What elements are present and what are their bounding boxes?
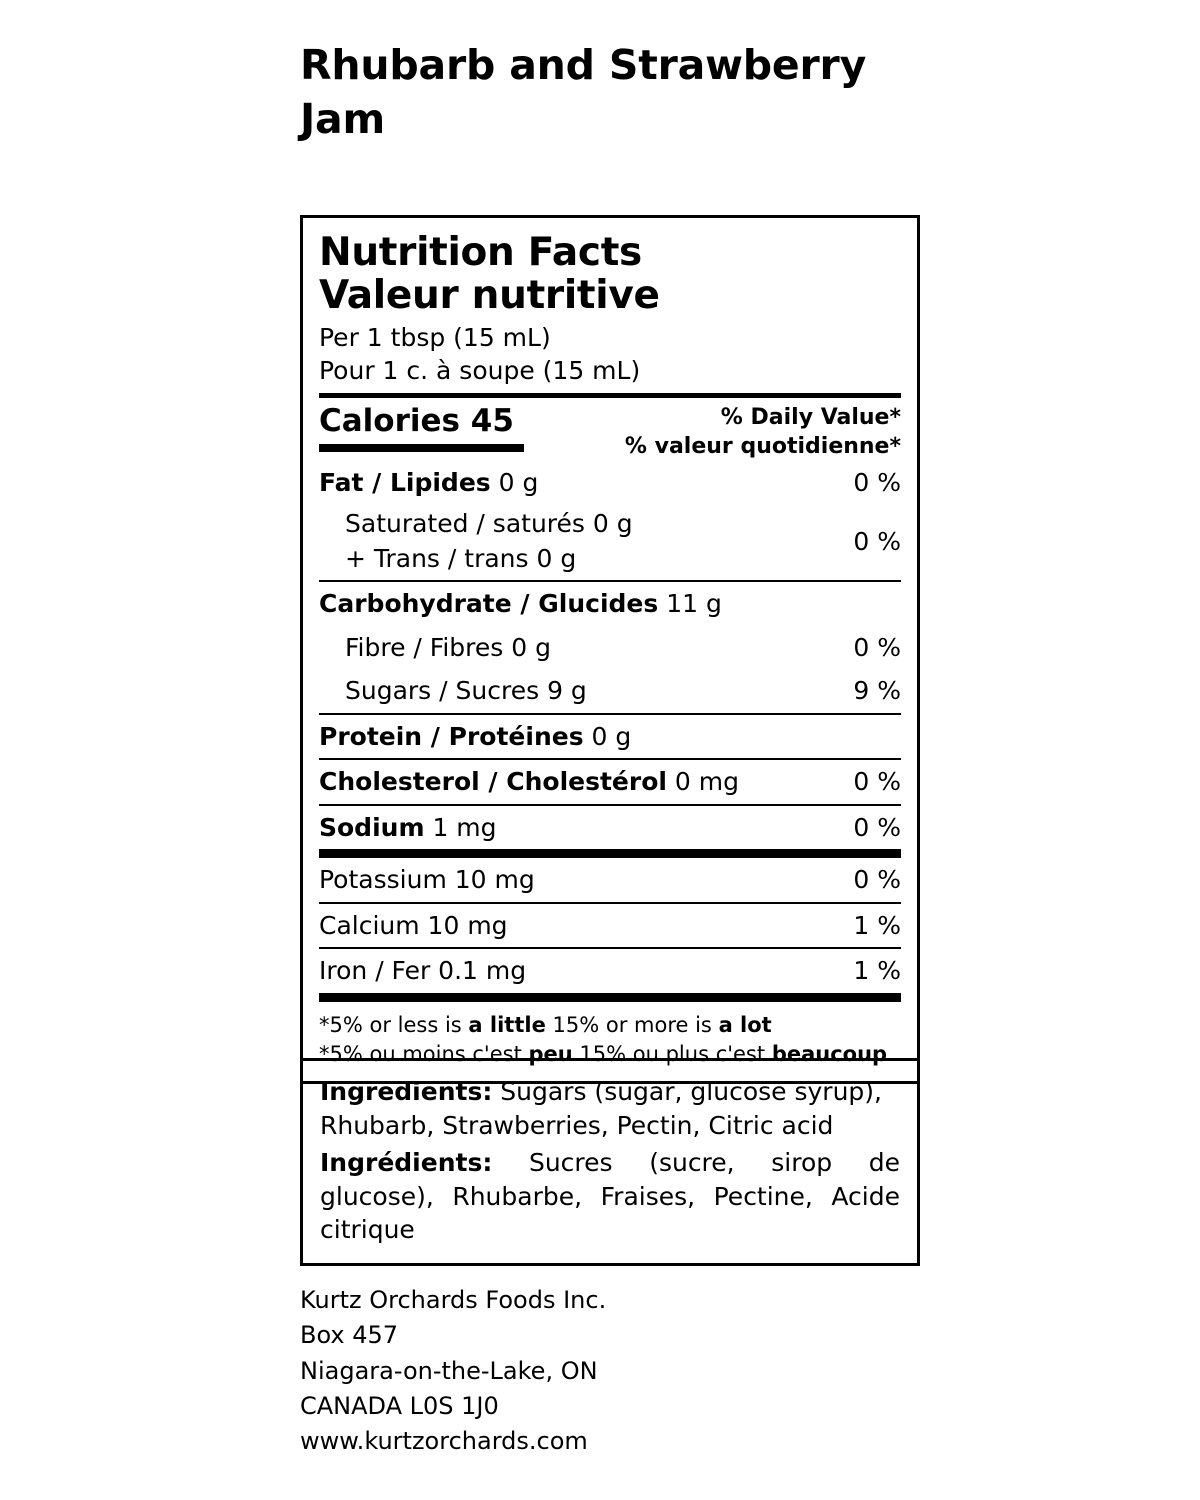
potassium-dv: 0 % xyxy=(853,865,901,895)
nutrition-title-en: Nutrition Facts xyxy=(319,230,642,275)
ingredients-panel xyxy=(300,1058,920,1266)
sugars-label: Sugars / Sucres 9 g xyxy=(345,676,587,706)
address-line-city: Niagara-on-the-Lake, ON xyxy=(300,1356,598,1385)
calcium-label: Calcium 10 mg xyxy=(319,910,508,940)
carbohydrate-value: 11 g xyxy=(666,589,722,619)
footnote-en-part1: *5% or less is xyxy=(319,1012,462,1037)
sodium-label: Sodium xyxy=(319,812,425,842)
row-sodium xyxy=(319,806,901,850)
ingredients-label-fr: Ingrédients: xyxy=(320,1148,493,1177)
fat-value: 0 g xyxy=(498,467,539,497)
daily-value-header-en: % Daily Value* xyxy=(720,405,901,431)
row-protein xyxy=(319,715,901,759)
protein-label: Protein / Protéines xyxy=(319,721,584,751)
fibre-dv: 0 % xyxy=(853,632,901,662)
row-carbohydrate xyxy=(319,582,901,626)
row-calcium xyxy=(319,904,901,948)
row-saturated-trans xyxy=(319,504,901,580)
address-line-website: www.kurtzorchards.com xyxy=(300,1427,588,1456)
nutrition-title-fr: Valeur nutritive xyxy=(319,272,660,318)
calories-label: Calories xyxy=(319,403,460,440)
nutrition-facts-panel xyxy=(300,215,920,1084)
carbohydrate-label: Carbohydrate / Glucides xyxy=(319,589,659,619)
trans-label: + Trans / trans 0 g xyxy=(345,543,577,573)
calories-value: 45 xyxy=(470,403,514,440)
calcium-dv: 1 % xyxy=(853,910,901,940)
company-address xyxy=(300,1283,606,1459)
divider-after-iron xyxy=(319,993,901,1002)
footnote-fr-bold2: beaucoup xyxy=(771,1042,888,1067)
daily-value-header-fr: % valeur quotidienne* xyxy=(624,433,901,459)
ingredients-fr xyxy=(320,1146,900,1247)
saturated-label: Saturated / saturés 0 g xyxy=(345,509,633,539)
saturated-trans-dv: 0 % xyxy=(853,527,901,557)
sugars-dv: 9 % xyxy=(853,676,901,706)
calories-label-value xyxy=(319,404,524,442)
row-iron xyxy=(319,949,901,993)
serving-size-fr: Pour 1 c. à soupe (15 mL) xyxy=(319,356,641,386)
row-fat xyxy=(319,461,901,505)
fibre-label: Fibre / Fibres 0 g xyxy=(345,632,551,662)
page-title: Rhubarb and Strawberry Jam xyxy=(300,41,867,144)
sodium-dv: 0 % xyxy=(853,812,901,842)
footnote-fr-part2: 15% ou plus c'est xyxy=(579,1042,766,1067)
iron-label: Iron / Fer 0.1 mg xyxy=(319,956,527,986)
fat-label: Fat / Lipides xyxy=(319,467,491,497)
address-line-box: Box 457 xyxy=(300,1321,399,1350)
serving-size-en: Per 1 tbsp (15 mL) xyxy=(319,323,551,353)
ingredients-text-fr: Sucres (sucre, sirop de glucose), Rhubarbe, Fraises, Pectine, Acide citrique xyxy=(320,1148,900,1244)
cholesterol-label: Cholesterol / Cholestérol xyxy=(319,767,667,797)
calories-underline xyxy=(319,444,524,452)
calories-row xyxy=(319,398,901,460)
footnote-en xyxy=(319,1011,901,1040)
footnote-en-part2: 15% or more is xyxy=(552,1012,712,1037)
iron-dv: 1 % xyxy=(853,956,901,986)
cholesterol-dv: 0 % xyxy=(853,767,901,797)
footnote-en-bold1: a little xyxy=(468,1012,546,1037)
serving-size xyxy=(319,321,901,387)
footnote-en-bold2: a lot xyxy=(718,1012,772,1037)
address-line-company: Kurtz Orchards Foods Inc. xyxy=(300,1286,607,1314)
cholesterol-value: 0 mg xyxy=(674,767,739,797)
ingredients-label-en: Ingredients: xyxy=(320,1077,493,1106)
ingredients-text-en: Sugars (sugar, glucose syrup), Rhubarb, Strawberries, Pectin, Citric acid xyxy=(320,1077,882,1140)
row-potassium xyxy=(319,858,901,902)
ingredients-en xyxy=(320,1075,900,1142)
row-fibre xyxy=(319,626,901,670)
daily-value-header xyxy=(625,404,901,460)
potassium-label: Potassium 10 mg xyxy=(319,865,535,895)
protein-value: 0 g xyxy=(591,721,632,751)
divider-after-sodium xyxy=(319,849,901,858)
row-cholesterol xyxy=(319,760,901,804)
fat-dv: 0 % xyxy=(853,467,901,497)
address-line-country: CANADA L0S 1J0 xyxy=(300,1391,499,1420)
row-sugars xyxy=(319,669,901,713)
footnote-fr-part1: *5% ou moins c'est xyxy=(319,1042,522,1067)
sodium-value: 1 mg xyxy=(432,812,497,842)
footnote-fr-bold1: peu xyxy=(528,1042,573,1067)
